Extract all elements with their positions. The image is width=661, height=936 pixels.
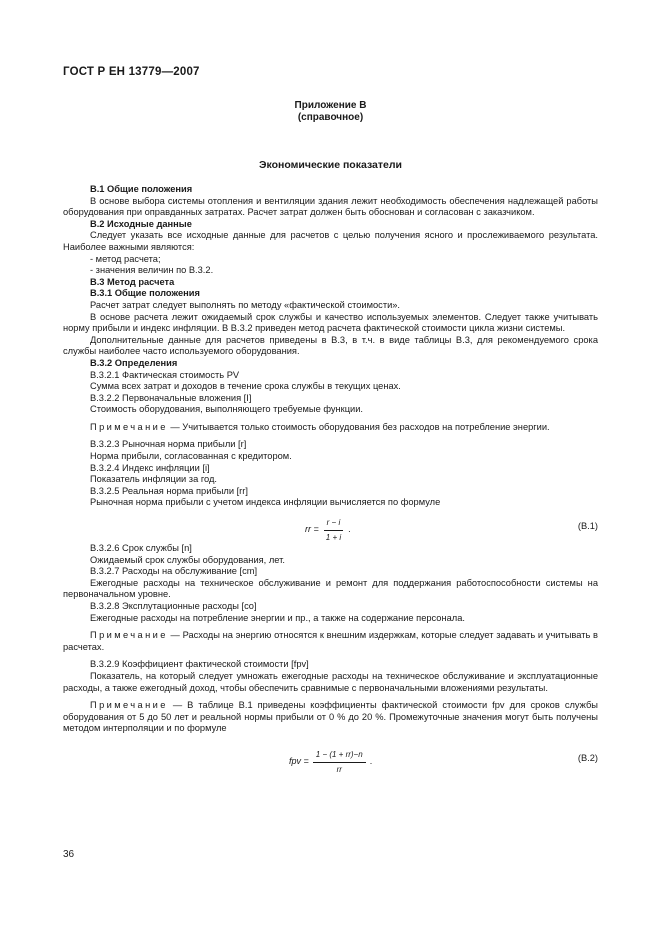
paragraph-b2: Следует указать все исходные данные для расчетов с целью получения ясного и прослеживаемого результата. Наиболее важными являются: bbox=[63, 230, 598, 252]
formula-b2 bbox=[63, 741, 598, 775]
definition-b322: В.3.2.2 Первоначальные вложения [I] bbox=[90, 392, 252, 403]
definition-b323: В.3.2.3 Рыночная норма прибыли [r] bbox=[90, 439, 247, 450]
definition-b325: В.3.2.5 Реальная норма прибыли [rr] bbox=[90, 485, 248, 496]
note-text: — Расходы на энергию относятся к внешним издержкам, которые следует задавать и учитывать в расчетах. bbox=[63, 630, 598, 652]
formula-denominator: rr bbox=[336, 764, 342, 774]
equation-number: (В.1) bbox=[577, 521, 598, 532]
formula-fraction bbox=[313, 749, 366, 775]
paragraph-b321: Сумма всех затрат и доходов в течение срока службы в текущих ценах. bbox=[90, 381, 401, 392]
definition-b321: В.3.2.1 Фактическая стоимость PV bbox=[90, 369, 240, 380]
formula-numerator: r − i bbox=[324, 517, 344, 531]
paragraph-b323: Норма прибыли, согласованная с кредитором. bbox=[90, 451, 292, 462]
section-title: Экономические показатели bbox=[259, 159, 402, 171]
definition-b324: В.3.2.4 Индекс инфляции [i] bbox=[90, 462, 210, 473]
note-text: — В таблице В.1 приведены коэффициенты фактической стоимости fpv для сроков службы оборудования от 5 до 50 лет и реальной нормы прибыли от 0 % до 20 %. Промежуточные значения могут быть получены методом интерполяции и по формуле bbox=[63, 700, 598, 734]
appendix-subtitle: (справочное) bbox=[297, 112, 364, 123]
paragraph-b327: Ежегодные расходы на техническое обслуживание и ремонт для поддержания работоспособности системы на первоначальном уровне. bbox=[63, 577, 598, 600]
note-3 bbox=[63, 700, 598, 735]
page-number: 36 bbox=[63, 849, 75, 860]
paragraph-b329: Показатель, на который следует умножать ежегодные расходы на техническое обслуживание и эксплуатационные расходы, а также ежегодный доход, чтобы обеспечить сравнимые с первоначальными вложениями результаты. bbox=[63, 670, 598, 693]
paragraph-b1: В основе выбора системы отопления и вентиляции здания лежит необходимость обеспечения надлежащей работы оборудования при оправданных затратах. Расчет затрат должен быть обоснован и согласован с заказчиком. bbox=[63, 195, 598, 218]
equation-number: (В.2) bbox=[577, 752, 598, 763]
formula-tail: . bbox=[369, 756, 373, 767]
list-item: - значения величин по В.3.2. bbox=[90, 265, 214, 276]
formula-b1 bbox=[63, 509, 598, 543]
heading-b1: В.1 Общие положения bbox=[90, 184, 193, 194]
formula-fraction bbox=[323, 517, 344, 543]
heading-b3: В.3 Метод расчета bbox=[90, 276, 175, 287]
paragraph-b31-2: В основе расчета лежит ожидаемый срок службы и качество используемых элементов. Следует также учитывать норму прибыли и индекс инфляции. В В.3.2 приведен метод расчета фактической стоимости цикла жизни системы. bbox=[63, 311, 598, 334]
note-1 bbox=[63, 422, 598, 434]
formula-denominator: 1 + i bbox=[325, 532, 342, 542]
heading-b2: В.2 Исходные данные bbox=[90, 218, 192, 229]
note-2 bbox=[63, 630, 598, 653]
document-body bbox=[63, 184, 598, 775]
appendix-title: Приложение В bbox=[294, 100, 367, 111]
formula-lhs: rr = bbox=[305, 524, 319, 535]
paragraph-b324: Показатель инфляции за год. bbox=[90, 474, 217, 485]
definition-b329: В.3.2.9 Коэффициент фактической стоимости [fpv] bbox=[90, 659, 309, 670]
heading-b32: В.3.2 Определения bbox=[90, 357, 178, 368]
formula-tail: . bbox=[348, 524, 351, 535]
paragraph-b325: Рыночная норма прибыли с учетом индекса инфляции вычисляется по формуле bbox=[90, 497, 441, 508]
appendix-heading bbox=[0, 100, 661, 124]
formula-numerator: 1 − (1 + rr)−n bbox=[313, 749, 366, 763]
note-label: Примечание bbox=[90, 421, 168, 432]
heading-b31: В.3.1 Общие положения bbox=[90, 288, 200, 299]
paragraph-b326: Ожидаемый срок службы оборудования, лет. bbox=[90, 554, 285, 565]
standard-header: ГОСТ Р ЕН 13779—2007 bbox=[63, 66, 200, 78]
note-label: Примечание bbox=[90, 630, 168, 641]
paragraph-b322: Стоимость оборудования, выполняющего требуемые функции. bbox=[90, 404, 364, 415]
formula-lhs: fpv = bbox=[289, 756, 309, 767]
definition-b328: В.3.2.8 Эксплутационные расходы [co] bbox=[90, 601, 257, 611]
paragraph-b31-3: Дополнительные данные для расчетов приведены в В.3, в т.ч. в виде таблицы В.3, для рекомендуемого срока службы наиболее часто используемого оборудования. bbox=[63, 334, 598, 357]
definition-b327: В.3.2.7 Расходы на обслуживание [cm] bbox=[90, 566, 258, 577]
note-text: — Учитывается только стоимость оборудования без расходов на потребление энергии. bbox=[170, 421, 550, 432]
definition-b326: В.3.2.6 Срок службы [n] bbox=[90, 543, 192, 554]
note-label: Примечание bbox=[90, 700, 168, 711]
list-item: - метод расчета; bbox=[90, 253, 161, 264]
paragraph-b31-1: Расчет затрат следует выполнять по методу «фактической стоимости». bbox=[90, 299, 401, 310]
paragraph-b328: Ежегодные расходы на потребление энергии и пр., а также на содержание персонала. bbox=[90, 612, 465, 623]
